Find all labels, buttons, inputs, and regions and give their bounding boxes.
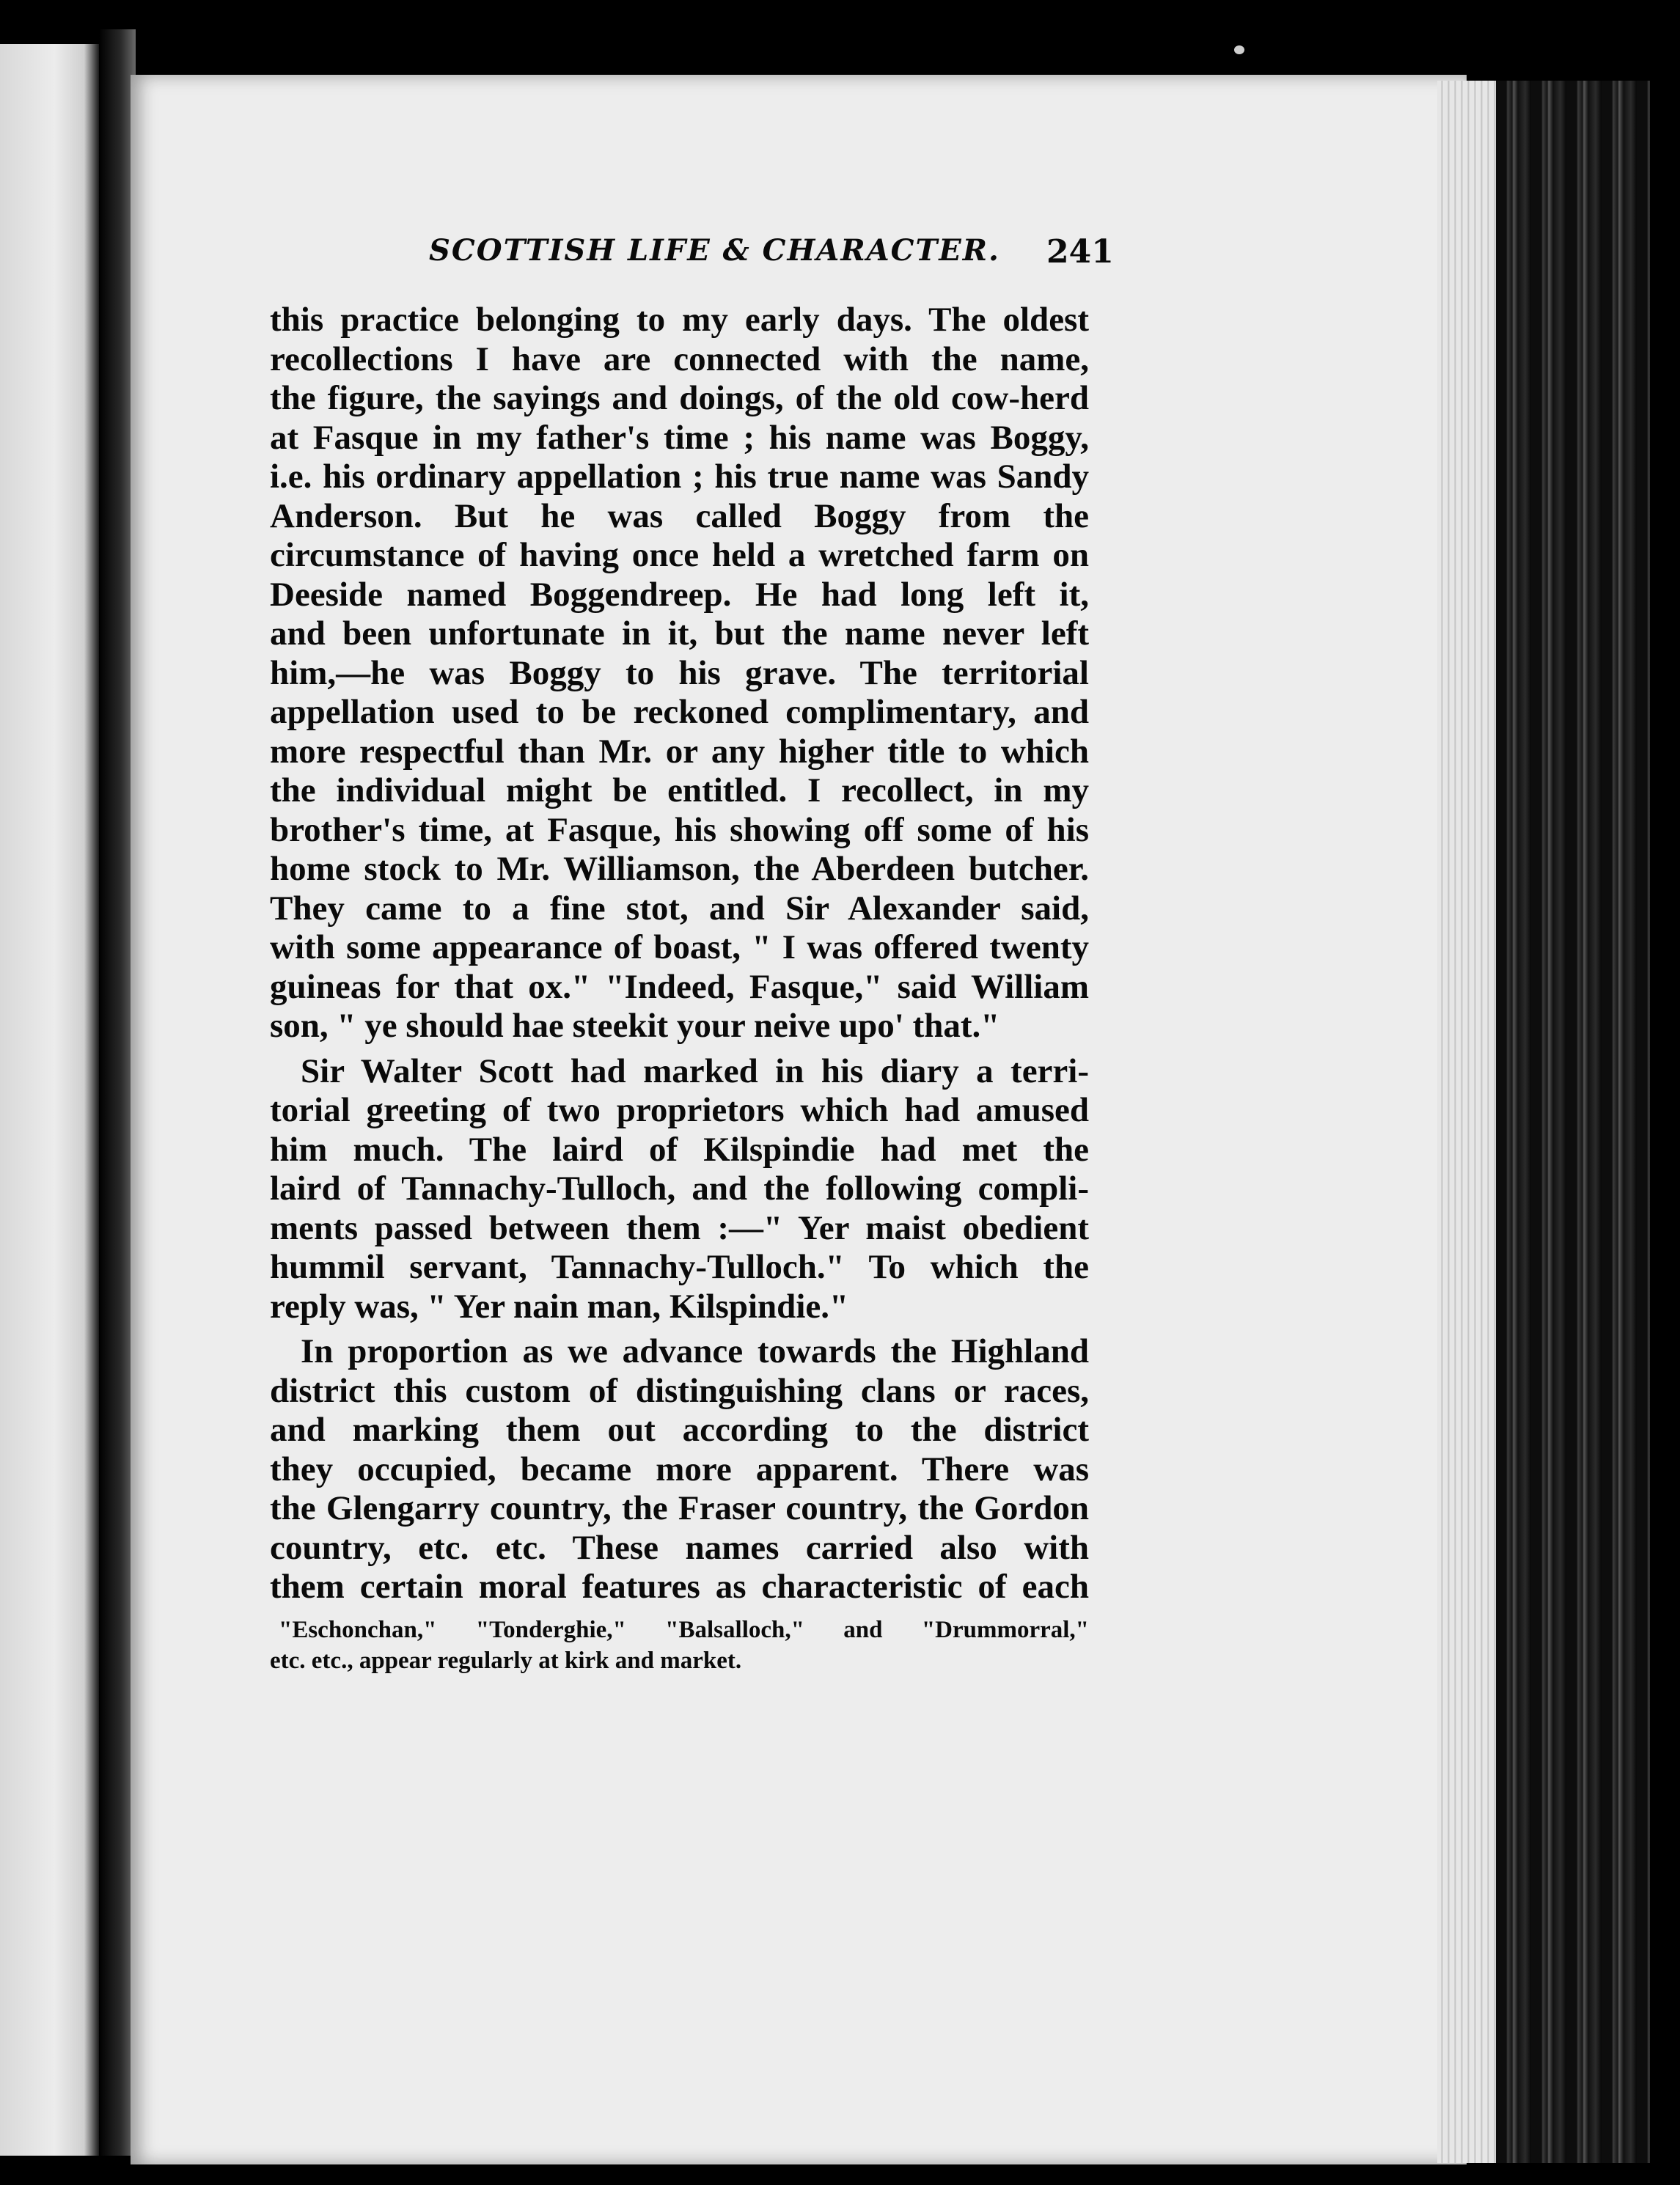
text-line: more respectful than Mr. or any higher title to which xyxy=(270,732,1089,771)
text-line: Deeside named Boggendreep. He had long left it, xyxy=(270,575,1089,614)
text-line: son, " ye should hae steekit your neive upo' that." xyxy=(270,1007,1000,1045)
text-line: this practice belonging to my early days. The oldest xyxy=(270,301,1089,339)
text-line: brother's time, at Fasque, his showing off some of his xyxy=(270,810,1089,849)
text-line: reply was, " Yer nain man, Kilspindie." xyxy=(270,1287,849,1326)
text-line: the individual might be entitled. I recollect, in my xyxy=(270,771,1089,809)
text-line: and marking them out according to the district xyxy=(270,1411,1089,1449)
text-line: home stock to Mr. Williamson, the Aberdeen butcher. xyxy=(270,850,1089,888)
footnote-line: etc. etc., appear regularly at kirk and market. xyxy=(270,1648,742,1674)
paragraph xyxy=(270,1052,1089,1327)
text-line: circumstance of having once held a wretched farm on xyxy=(270,536,1089,574)
text-line: recollections I have are connected with the name, xyxy=(270,339,1089,378)
body-text xyxy=(270,301,1089,1607)
page-number: 241 xyxy=(1046,233,1114,271)
text-line: appellation used to be reckoned complimentary, and xyxy=(270,693,1089,731)
footnote-line: "Eschonchan," "Tonderghie," "Balsalloch," and "Drummorral," xyxy=(279,1617,1089,1643)
text-line: Anderson. But he was called Boggy from the xyxy=(270,496,1089,535)
text-line: with some appearance of boast, " I was offered twenty xyxy=(270,928,1089,966)
scan-speck xyxy=(1234,45,1244,54)
text-line: torial greeting of two proprietors which had amused xyxy=(270,1091,1089,1129)
text-line: the Glengarry country, the Fraser country, the Gordon xyxy=(270,1489,1089,1527)
text-line: Sir Walter Scott had marked in his diary a terri- xyxy=(301,1051,1089,1090)
text-line: they occupied, became more apparent. There was xyxy=(270,1450,1089,1488)
text-line: guineas for that ox." "Indeed, Fasque," said William xyxy=(270,967,1089,1006)
paragraph xyxy=(270,1332,1089,1607)
text-line: hummil servant, Tannachy-Tulloch." To which the xyxy=(270,1248,1089,1286)
text-line: and been unfortunate in it, but the name never left xyxy=(270,614,1089,653)
text-line: the figure, the sayings and doings, of the old cow-herd xyxy=(270,379,1089,417)
footnote xyxy=(270,1615,1089,1676)
text-line: district this custom of distinguishing clans or races, xyxy=(270,1371,1089,1410)
facing-page-edge xyxy=(0,44,99,2156)
text-line: i.e. his ordinary appellation ; his true name was Sandy xyxy=(270,458,1089,496)
text-line: him much. The laird of Kilspindie had met the xyxy=(270,1130,1089,1169)
text-line: laird of Tannachy-Tulloch, and the following compli- xyxy=(270,1169,1089,1208)
text-line: They came to a fine stot, and Sir Alexander said, xyxy=(270,889,1089,928)
running-head: SCOTTISH LIFE & CHARACTER. xyxy=(429,233,1000,268)
text-line: at Fasque in my father's time ; his name was Boggy, xyxy=(270,418,1089,457)
book-spine-edge xyxy=(1496,81,1650,2163)
text-line: country, etc. etc. These names carried also with xyxy=(270,1528,1089,1567)
text-line: them certain moral features as characteristic of each xyxy=(270,1568,1089,1606)
text-line: In proportion as we advance towards the Highland xyxy=(301,1332,1089,1370)
text-line: him,—he was Boggy to his grave. The territorial xyxy=(270,653,1089,692)
text-line: ments passed between them :—" Yer maist obedient xyxy=(270,1208,1089,1247)
paragraph xyxy=(270,301,1089,1046)
